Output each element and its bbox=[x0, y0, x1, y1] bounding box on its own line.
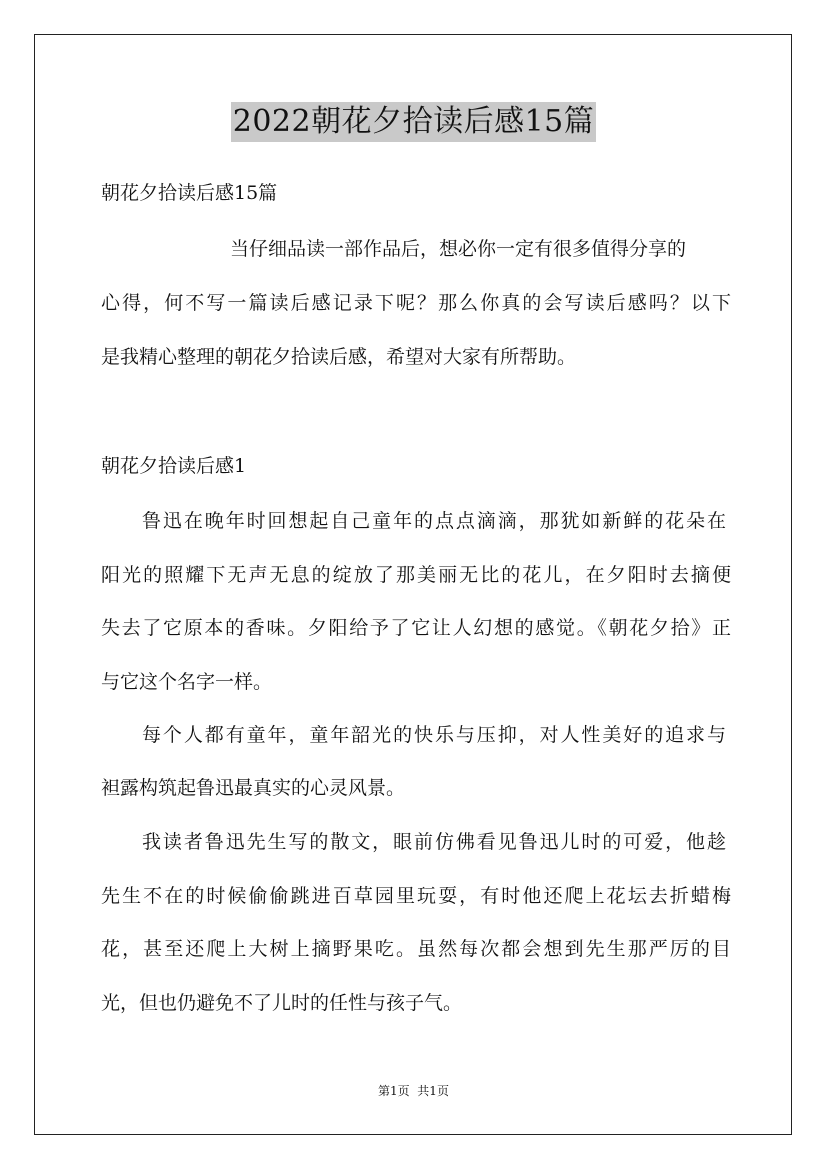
paragraph2-line-1: 每个人都有童年，童年韶光的快乐与压抑，对人性美好的追求与 bbox=[142, 724, 726, 746]
paragraph3-line-2: 先生不在的时候偷偷跳进百草园里玩耍，有时他还爬上花坛去折蜡梅 bbox=[101, 885, 731, 907]
page-footer: 第1页 共1页 bbox=[378, 1084, 449, 1098]
paragraph1-line-3: 失去了它原本的香味。夕阳给予了它让人幻想的感觉。《朝花夕拾》正 bbox=[101, 617, 731, 639]
paragraph2-line-2: 袒露构筑起鲁迅最真实的心灵风景。 bbox=[101, 777, 406, 799]
section-heading: 朝花夕拾读后感1 bbox=[101, 455, 247, 477]
document-title: 2022朝花夕拾读后感15篇 bbox=[231, 102, 597, 142]
document-subtitle: 朝花夕拾读后感15篇 bbox=[101, 182, 278, 204]
paragraph3-line-3: 花，甚至还爬上大树上摘野果吃。虽然每次都会想到先生那严厉的目 bbox=[101, 938, 731, 960]
intro-line-2: 心得，何不写一篇读后感记录下呢？那么你真的会写读后感吗？以下 bbox=[101, 292, 731, 314]
paragraph3-line-4: 光，但也仍避免不了儿时的任性与孩子气。 bbox=[101, 992, 463, 1014]
paragraph3-line-1: 我读者鲁迅先生写的散文，眼前仿佛看见鲁迅儿时的可爱，他趁 bbox=[142, 831, 726, 853]
intro-line-1: 当仔细品读一部作品后，想必你一定有很多值得分享的 bbox=[230, 238, 687, 260]
intro-line-3: 是我精心整理的朝花夕拾读后感，希望对大家有所帮助。 bbox=[101, 346, 577, 368]
paragraph1-line-4: 与它这个名字一样。 bbox=[101, 671, 273, 693]
paragraph1-line-1: 鲁迅在晚年时回想起自己童年的点点滴滴，那犹如新鲜的花朵在 bbox=[142, 510, 726, 532]
title-container bbox=[0, 102, 827, 142]
paragraph1-line-2: 阳光的照耀下无声无息的绽放了那美丽无比的花儿，在夕阳时去摘便 bbox=[101, 564, 731, 586]
